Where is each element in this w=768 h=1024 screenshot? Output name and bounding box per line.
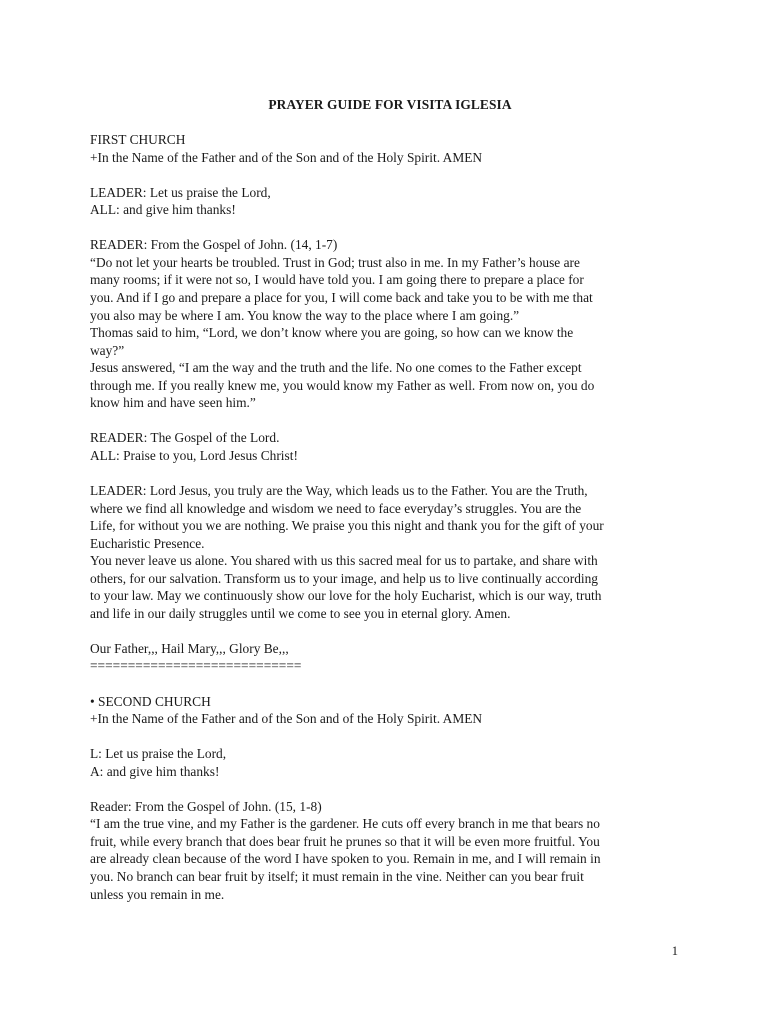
first-church-prayer-line: others, for our salvation. Transform us to your image, and help us to live continually according — [90, 570, 599, 586]
first-church-all-response: ALL: and give him thanks! — [90, 202, 236, 218]
first-church-prayer-line: where we find all knowledge and wisdom we need to face everyday’s struggles. You are the — [90, 500, 582, 516]
document-body — [90, 96, 690, 921]
first-church-praise — [90, 184, 690, 219]
first-church-prayer-line: Eucharistic Presence. — [90, 535, 205, 551]
second-church-gospel-reading — [90, 798, 690, 903]
second-church-all-response: A: and give him thanks! — [90, 763, 220, 779]
second-church-leader-call: L: Let us praise the Lord, — [90, 746, 227, 762]
first-church-reading-line: many rooms; if it were not so, I would have told you. I am going there to prepare a place for — [90, 272, 584, 288]
first-church-gospel-reading — [90, 236, 690, 411]
first-church-reading-close-line: READER: The Gospel of the Lord. — [90, 430, 280, 446]
first-church-reading-line: Jesus answered, “I am the way and the truth and the life. No one comes to the Father except — [90, 360, 582, 376]
first-church-leader-call: LEADER: Let us praise the Lord, — [90, 184, 271, 200]
second-church-sign-of-cross: +In the Name of the Father and of the Son and of the Holy Spirit. AMEN — [90, 711, 483, 727]
first-church-prayer-line: to your law. May we continuously show our love for the holy Eucharist, which is our way, truth — [90, 588, 602, 604]
second-church-reading-line: unless you remain in me. — [90, 886, 225, 902]
first-church-prayer-line: LEADER: Lord Jesus, you truly are the Way, which leads us to the Father. You are the Truth, — [90, 482, 588, 498]
first-church-sign-of-cross: +In the Name of the Father and of the Son and of the Holy Spirit. AMEN — [90, 149, 483, 165]
first-church-reading-line: you also may be where I am. You know the way to the place where I am going.” — [90, 307, 520, 323]
second-church-opening — [90, 693, 690, 728]
first-church-leader-prayer — [90, 482, 690, 622]
first-church-reading-line: you. And if I go and prepare a place for you, I will come back and take you to be with me that — [90, 289, 593, 305]
first-church-reading-intro: READER: From the Gospel of John. (14, 1-7) — [90, 237, 338, 253]
first-church-prayer-line: and life in our daily struggles until we come to see you in eternal glory. Amen. — [90, 605, 511, 621]
section-separator: ============================ — [90, 658, 302, 674]
second-church-reading-line: are already clean because of the word I have spoken to you. Remain in me, and I will remain in — [90, 851, 601, 867]
first-church-reading-line: way?” — [90, 342, 125, 358]
first-church-reading-response: ALL: Praise to you, Lord Jesus Christ! — [90, 447, 298, 463]
first-church-reading-line: through me. If you really knew me, you would know my Father as well. From now on, you do — [90, 377, 595, 393]
first-church-heading: FIRST CHURCH — [90, 132, 186, 148]
second-church-reading-intro: Reader: From the Gospel of John. (15, 1-8) — [90, 798, 322, 814]
second-church-reading-line: “I am the true vine, and my Father is the gardener. He cuts off every branch in me that bears no — [90, 816, 600, 832]
document-title: PRAYER GUIDE FOR VISITA IGLESIA — [268, 97, 512, 112]
second-church-reading-line: you. No branch can bear fruit by itself; it must remain in the vine. Neither can you bear fruit — [90, 869, 584, 885]
first-church-opening — [90, 131, 690, 166]
page-number: 1 — [671, 944, 678, 958]
first-church-reading-line: know him and have seen him.” — [90, 395, 256, 411]
second-church-reading-line: fruit, while every branch that does bear fruit he prunes so that it will be even more fruitful. You — [90, 833, 600, 849]
first-church-closing — [90, 640, 690, 675]
first-church-closing-prayers: Our Father,,, Hail Mary,,, Glory Be,,, — [90, 640, 289, 656]
first-church-prayer-line: You never leave us alone. You shared with us this sacred meal for us to partake, and share with — [90, 553, 598, 569]
first-church-prayer-line: Life, for without you we are nothing. We praise you this night and thank you for the gift of your — [90, 518, 604, 534]
first-church-reading-line: Thomas said to him, “Lord, we don’t know where you are going, so how can we know the — [90, 325, 574, 341]
first-church-reading-close — [90, 429, 690, 464]
first-church-reading-line: “Do not let your hearts be troubled. Trust in God; trust also in me. In my Father’s house are — [90, 254, 580, 270]
second-church-heading: • SECOND CHURCH — [90, 693, 211, 709]
second-church-praise — [90, 745, 690, 780]
